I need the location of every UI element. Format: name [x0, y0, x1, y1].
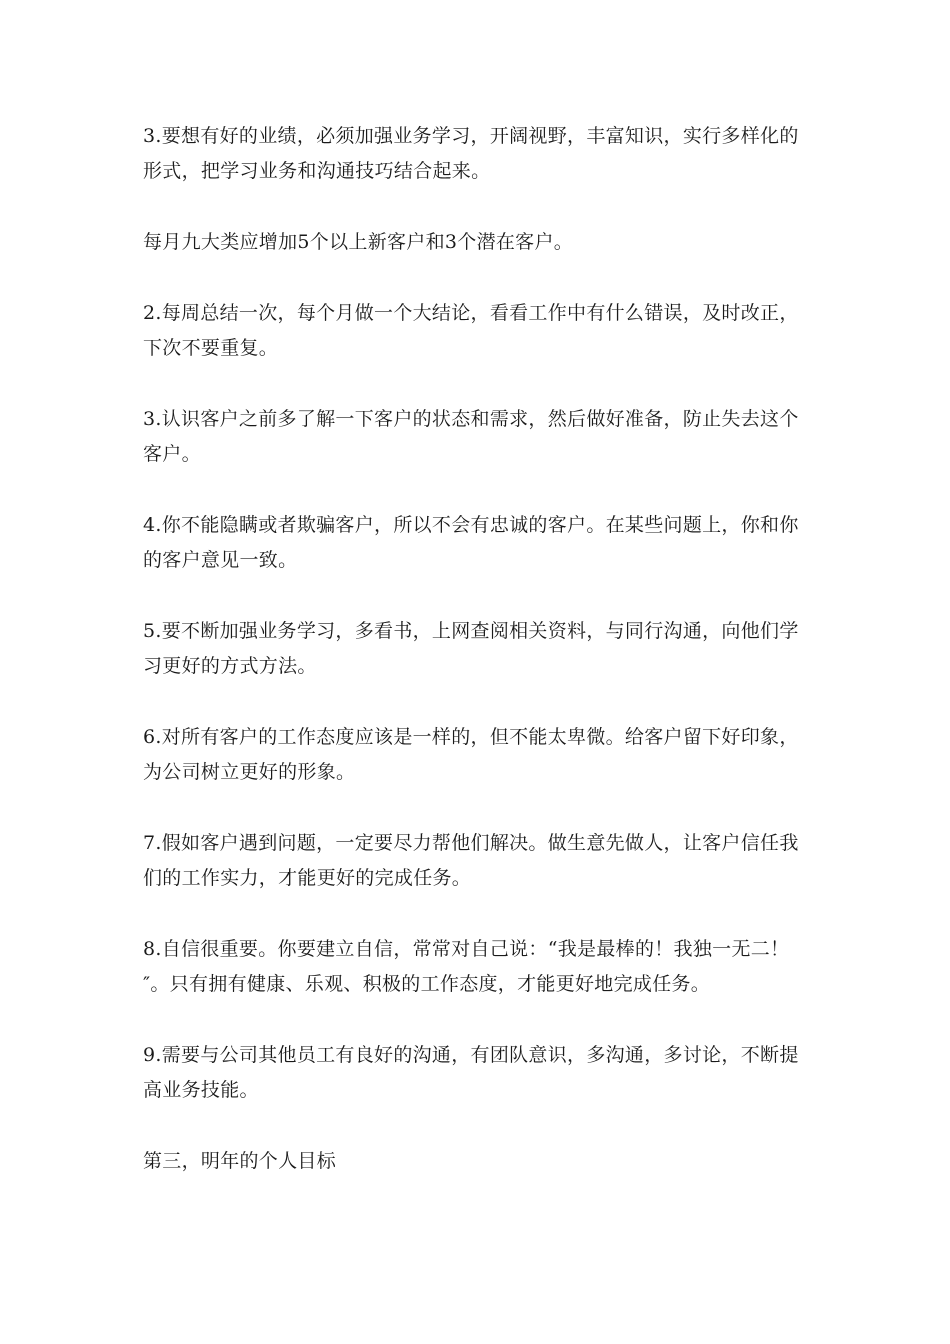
paragraph-4: 3.认识客户之前多了解一下客户的状态和需求，然后做好准备，防止失去这个客户。	[143, 408, 799, 465]
paragraph-7: 6.对所有客户的工作态度应该是一样的，但不能太卑微。给客户留下好印象，为公司树立更好的形象。	[143, 726, 799, 783]
paragraph-10: 9.需要与公司其他员工有良好的沟通，有团队意识，多沟通，多讨论，不断提高业务技能。	[143, 1044, 799, 1101]
paragraph-1: 3.要想有好的业绩，必须加强业务学习，开阔视野，丰富知识，实行多样化的形式，把学习业务和沟通技巧结合起来。	[143, 125, 799, 182]
paragraph-5: 4.你不能隐瞒或者欺骗客户，所以不会有忠诚的客户。在某些问题上，你和你的客户意见一致。	[143, 514, 799, 571]
document-body	[143, 119, 803, 1215]
paragraph-2: 每月九大类应增加5个以上新客户和3个潜在客户。	[143, 231, 574, 253]
paragraph-6: 5.要不断加强业务学习，多看书，上网查阅相关资料，与同行沟通，向他们学习更好的方式方法。	[143, 620, 799, 677]
paragraph-8: 7.假如客户遇到问题，一定要尽力帮他们解决。做生意先做人，让客户信任我们的工作实力，才能更好的完成任务。	[143, 832, 799, 889]
section-heading: 第三，明年的个人目标	[143, 1150, 337, 1172]
paragraph-3: 2.每周总结一次，每个月做一个大结论，看看工作中有什么错误，及时改正，下次不要重复。	[143, 302, 799, 359]
paragraph-9: 8.自信很重要。你要建立自信，常常对自己说：“我是最棒的！我独一无二！″。只有拥有健康、乐观、积极的工作态度，才能更好地完成任务。	[143, 938, 790, 995]
